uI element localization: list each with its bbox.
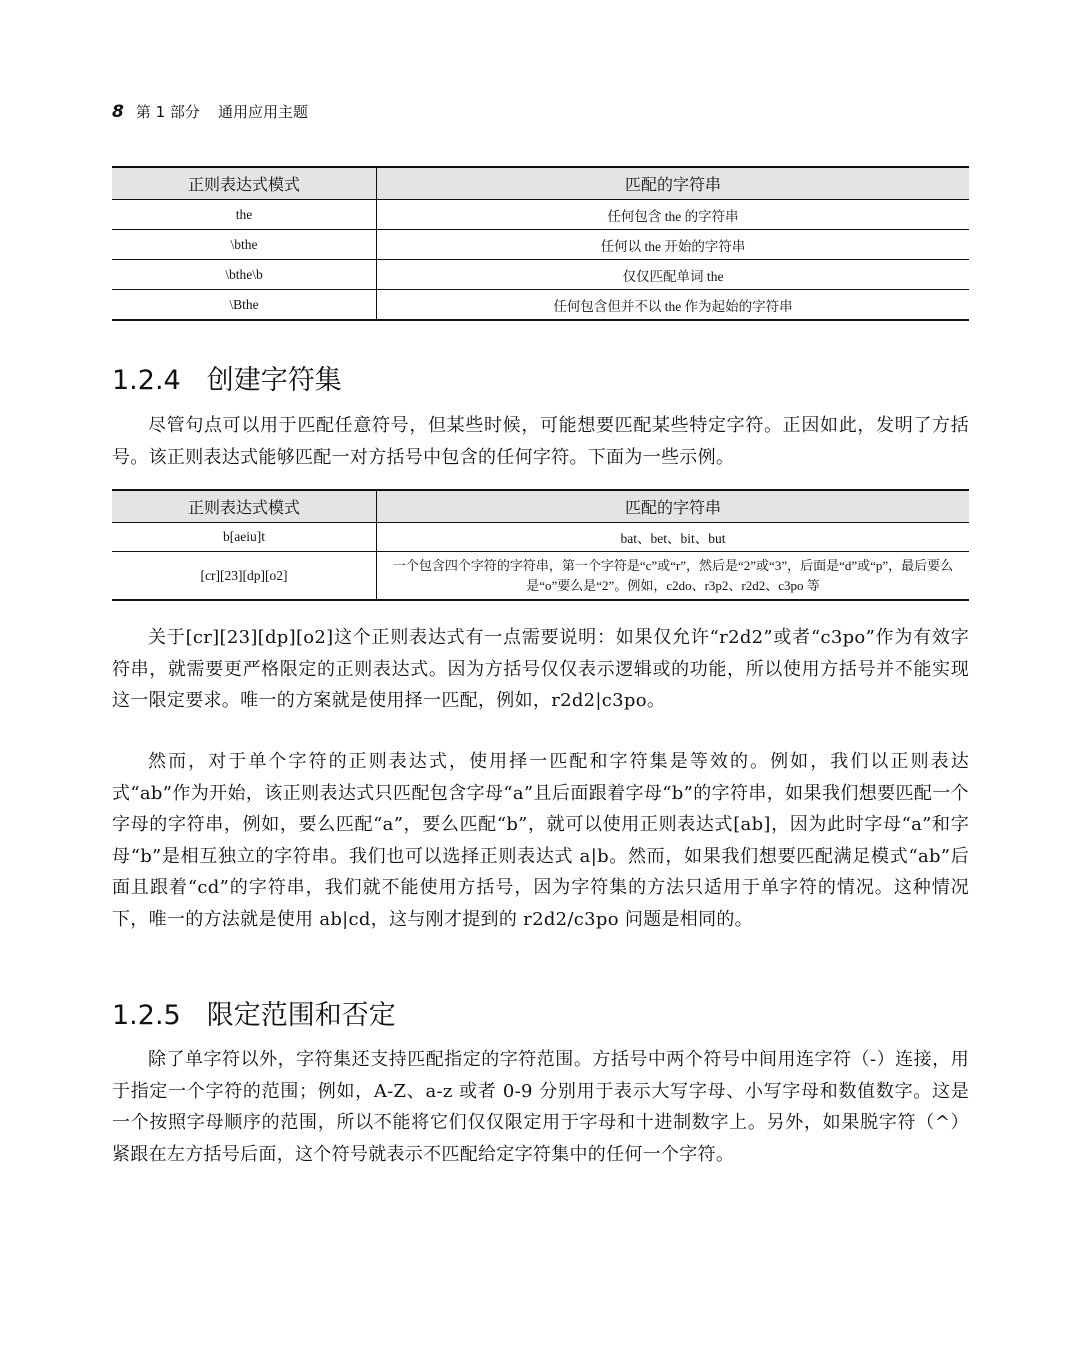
column-header-pattern: 正则表达式模式 <box>112 490 377 523</box>
match-cell: 仅仅匹配单词 the <box>377 260 970 290</box>
section-heading-1-2-5 <box>112 993 396 1032</box>
table-row <box>112 290 969 321</box>
pattern-cell: \bthe\b <box>112 260 377 290</box>
pattern-cell: \bthe <box>112 230 377 260</box>
section-title: 创建字符集 <box>206 365 342 396</box>
table-row <box>112 523 969 552</box>
match-cell: 一个包含四个字符的字符串，第一个字符是“c”或“r”，然后是“2”或“3”，后面是“d”或“p”，最后要么是“o”要么是“2”。例如，c2do、r3p2、r2d2、c3po 等 <box>377 552 970 601</box>
charset-table <box>112 489 969 601</box>
match-cell: bat、bet、bit、but <box>377 523 970 552</box>
column-header-pattern: 正则表达式模式 <box>112 167 377 200</box>
section-number: 1.2.4 <box>112 365 181 396</box>
paragraph-alternation-vs-charset: 然而，对于单个字符的正则表达式，使用择一匹配和字符集是等效的。例如，我们以正则表达式“ab”作为开始，该正则表达式只匹配包含字母“a”且后面跟着字母“b”的字符串，如果我们想要匹配一个字母的字符串，例如，要么匹配“a”，要么匹配“b”，就可以使用正则表达式[ab]，因为此时字母“a”和字母“b”是相互独立的字符串。我们也可以选择正则表达式 a|b。然而，如果我们想要匹配满足模式“ab”后面且跟着“cd”的字符串，我们就不能使用方括号，因为字符集的方法只适用于单字符的情况。这种情况下，唯一的方法就是使用 ab|cd，这与刚才提到的 r2d2/c3po 问题是相同的。 <box>112 751 969 930</box>
table-row <box>112 260 969 290</box>
table-row <box>112 230 969 260</box>
match-cell: 任何以 the 开始的字符串 <box>377 230 970 260</box>
section-number: 1.2.5 <box>112 1000 181 1031</box>
page-number: 8 <box>112 102 124 122</box>
running-title: 通用应用主题 <box>217 103 308 121</box>
paragraph-r2d2-note: 关于[cr][23][dp][o2]这个正则表达式有一点需要说明：如果仅允许“r2d2”或者“c3po”作为有效字符串，就需要更严格限定的正则表达式。因为方括号仅仅表示逻辑或的功能，所以使用方括号并不能实现这一限定要求。唯一的方案就是使用择一匹配，例如，r2d2|c3po。 <box>112 627 969 711</box>
section-title: 限定范围和否定 <box>206 1000 396 1031</box>
paragraph-ranges-negation: 除了单字符以外，字符集还支持匹配指定的字符范围。方括号中两个符号中间用连字符（-）连接，用于指定一个字符的范围；例如，A-Z、a-z 或者 0-9 分别用于表示大写字母、小写字母和数值数字。这是一个按照字母顺序的范围，所以不能将它们仅仅限定用于字母和十进制数字上。另外，如果脱字符（^）紧跟在左方括号后面，这个符号就表示不匹配给定字符集中的任何一个字符。 <box>112 1049 969 1165</box>
table-header-row <box>112 167 969 200</box>
word-boundary-table <box>112 166 969 321</box>
page-header <box>112 101 308 122</box>
table-header-row <box>112 490 969 523</box>
table-row <box>112 200 969 230</box>
table-row <box>112 552 969 601</box>
pattern-cell: \Bthe <box>112 290 377 321</box>
paragraph-intro-charset: 尽管句点可以用于匹配任意符号，但某些时候，可能想要匹配某些特定字符。正因如此，发明了方括号。该正则表达式能够匹配一对方括号中包含的任何字符。下面为一些示例。 <box>112 415 969 468</box>
section-heading-1-2-4 <box>112 358 342 397</box>
column-header-matches: 匹配的字符串 <box>377 490 970 523</box>
pattern-cell: the <box>112 200 377 230</box>
pattern-cell: b[aeiu]t <box>112 523 377 552</box>
match-cell: 任何包含 the 的字符串 <box>377 200 970 230</box>
pattern-cell: [cr][23][dp][o2] <box>112 552 377 601</box>
column-header-matches: 匹配的字符串 <box>377 167 970 200</box>
part-label: 第 1 部分 <box>135 103 200 121</box>
match-cell: 任何包含但并不以 the 作为起始的字符串 <box>377 290 970 321</box>
